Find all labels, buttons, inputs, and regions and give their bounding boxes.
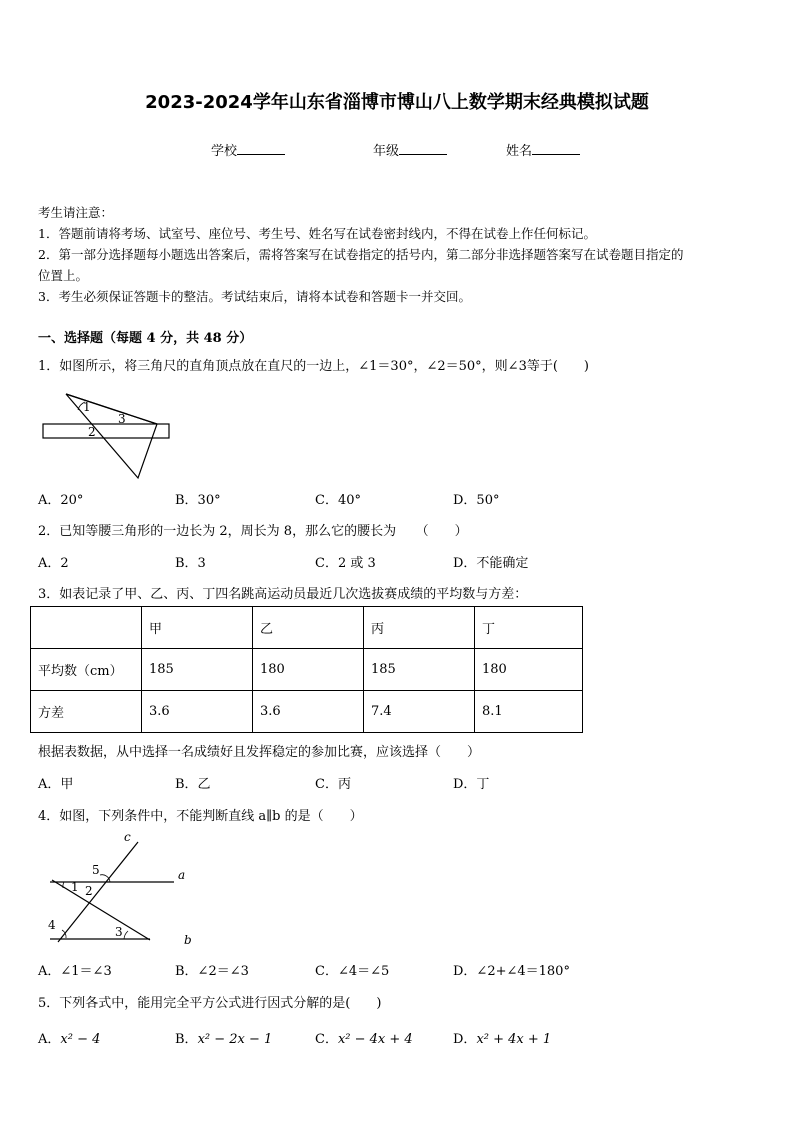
school-blank[interactable] xyxy=(237,142,285,155)
table-cell: 丙 xyxy=(364,607,475,649)
table-cell: 185 xyxy=(364,649,475,691)
angle-2-label: 2 xyxy=(85,884,93,898)
name-blank[interactable] xyxy=(532,142,580,155)
table-cell: 方差 xyxy=(31,691,142,733)
table-cell: 8.1 xyxy=(475,691,583,733)
q2-option-d[interactable]: D．不能确定 xyxy=(453,556,529,571)
angle-5-label: 5 xyxy=(92,863,100,877)
line-a-label: a xyxy=(178,868,186,882)
option-expression: x² − 2x − 1 xyxy=(197,1032,273,1047)
q5-option-b[interactable] xyxy=(175,1028,272,1047)
option-expression: x² + 4x + 1 xyxy=(476,1032,552,1047)
option-expression: x² − 4x + 4 xyxy=(337,1032,413,1047)
athlete-stats-table xyxy=(30,606,583,733)
q1-option-b[interactable]: B．30° xyxy=(175,493,221,508)
question-2-stem: 2．已知等腰三角形的一边长为 2，周长为 8，那么它的腰长为 （ ） xyxy=(38,524,468,539)
q4-option-b[interactable]: B．∠2＝∠3 xyxy=(175,964,249,979)
q4-option-c[interactable]: C．∠4＝∠5 xyxy=(315,964,390,979)
table-cell: 3.6 xyxy=(253,691,364,733)
angle-1-label: 1 xyxy=(71,880,79,894)
angle-1-label: 1 xyxy=(83,400,91,414)
line-c-label: c xyxy=(124,830,131,844)
note-item: 3．考生必须保证答题卡的整洁。考试结束后，请将本试卷和答题卡一并交回。 xyxy=(38,289,471,304)
q5-option-c[interactable] xyxy=(315,1028,413,1047)
table-cell: 7.4 xyxy=(364,691,475,733)
angle-2-label: 2 xyxy=(88,425,96,439)
name-label: 姓名 xyxy=(506,144,533,159)
q3-option-a[interactable]: A．甲 xyxy=(38,777,74,792)
q2-option-c[interactable]: C．2 或 3 xyxy=(315,556,376,571)
line-b-label: b xyxy=(184,933,192,947)
angle-4-label: 4 xyxy=(48,918,56,932)
table-cell: 丁 xyxy=(475,607,583,649)
angle-3-label: 3 xyxy=(118,412,126,426)
note-item: 位置上。 xyxy=(38,268,89,283)
q5-option-d[interactable] xyxy=(453,1028,551,1047)
page-title: 2023-2024学年山东省淄博市博山八上数学期末经典模拟试题 xyxy=(145,92,649,113)
option-expression: x² − 4 xyxy=(60,1032,101,1047)
notes-heading: 考生请注意： xyxy=(38,205,114,220)
q4-option-a[interactable]: A．∠1＝∠3 xyxy=(38,964,112,979)
question-5-stem: 5．下列各式中，能用完全平方公式进行因式分解的是( ) xyxy=(38,996,382,1011)
table-cell xyxy=(31,607,142,649)
question-4-stem: 4．如图，下列条件中，不能判断直线 a∥b 的是（ ） xyxy=(38,809,363,824)
option-letter: B． xyxy=(175,1032,198,1047)
table-cell: 平均数（cm） xyxy=(31,649,142,691)
q1-option-a[interactable]: A．20° xyxy=(38,493,84,508)
table-cell: 3.6 xyxy=(142,691,253,733)
q2-option-b[interactable]: B．3 xyxy=(175,556,206,571)
question-3-followup: 根据表数据，从中选择一名成绩好且发挥稳定的参加比赛，应该选择（ ） xyxy=(38,745,481,760)
table-cell: 甲 xyxy=(142,607,253,649)
q3-option-b[interactable]: B．乙 xyxy=(175,777,211,792)
q4-option-d[interactable]: D．∠2+∠4＝180° xyxy=(453,964,570,979)
note-item: 2．第一部分选择题每小题选出答案后，需将答案写在试卷指定的括号内，第二部分非选择题答案写在试卷题目指定的 xyxy=(38,247,684,262)
q3-option-c[interactable]: C．丙 xyxy=(315,777,351,792)
grade-blank[interactable] xyxy=(399,142,447,155)
section-heading: 一、选择题（每题 4 分，共 48 分） xyxy=(38,331,253,346)
option-letter: D． xyxy=(453,1032,477,1047)
ruler-triangle-figure xyxy=(40,392,175,482)
option-letter: C． xyxy=(315,1032,338,1047)
q1-option-d[interactable]: D．50° xyxy=(453,493,500,508)
school-label: 学校 xyxy=(211,144,238,159)
question-3-stem: 3．如表记录了甲、乙、丙、丁四名跳高运动员最近几次选拔赛成绩的平均数与方差： xyxy=(38,587,528,602)
table-header-row xyxy=(31,607,583,649)
parallel-lines-figure xyxy=(38,830,198,948)
question-1-stem: 1．如图所示，将三角尺的直角顶点放在直尺的一边上，∠1＝30°，∠2＝50°，则∠3等于( ) xyxy=(38,359,589,374)
table-row xyxy=(31,649,583,691)
table-cell: 乙 xyxy=(253,607,364,649)
q5-option-a[interactable] xyxy=(38,1028,100,1047)
table-cell: 180 xyxy=(253,649,364,691)
grade-label: 年级 xyxy=(373,144,400,159)
q1-option-c[interactable]: C．40° xyxy=(315,493,361,508)
school-field[interactable] xyxy=(211,140,285,159)
note-item: 1．答题前请将考场、试室号、座位号、考生号、姓名写在试卷密封线内，不得在试卷上作任何标记。 xyxy=(38,226,596,241)
name-field[interactable] xyxy=(506,140,580,159)
q3-option-d[interactable]: D．丁 xyxy=(453,777,490,792)
angle-3-label: 3 xyxy=(115,925,123,939)
table-cell: 185 xyxy=(142,649,253,691)
table-cell: 180 xyxy=(475,649,583,691)
option-letter: A． xyxy=(38,1032,61,1047)
table-row xyxy=(31,691,583,733)
q2-option-a[interactable]: A．2 xyxy=(38,556,69,571)
grade-field[interactable] xyxy=(373,140,447,159)
